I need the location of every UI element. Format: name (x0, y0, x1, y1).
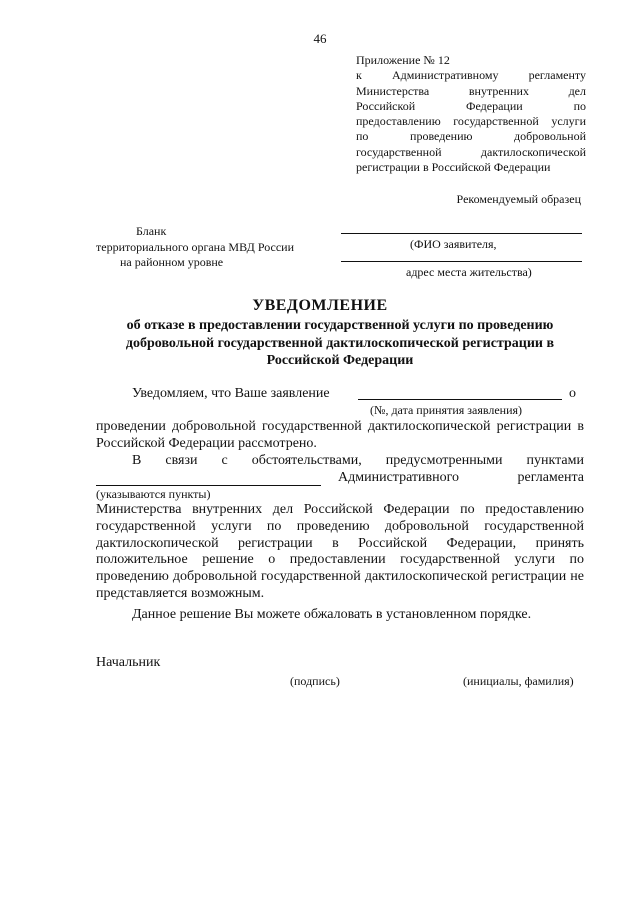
appendix-line: Российской Федерации по (356, 98, 586, 113)
name-caption: (инициалы, фамилия) (463, 674, 574, 688)
document-title: УВЕДОМЛЕНИЕ (252, 297, 388, 314)
paragraph-3: Данное решение Вы можете обжаловать в установленном порядке. (132, 607, 532, 622)
appendix-line: предоставлению государственной услуги (356, 114, 586, 129)
appendix-title: Приложение № 12 (356, 53, 450, 67)
paragraph-1-trailing: о (569, 386, 576, 401)
signatory-position: Начальник (96, 655, 161, 670)
blank-line: на районном уровне (120, 255, 224, 270)
points-fill-line (96, 485, 321, 486)
points-caption: (указываются пункты) (96, 487, 211, 501)
paragraph-2-regulation: Административного регламента (338, 470, 584, 485)
application-fill-line (358, 399, 562, 400)
paragraph-2-first-line: В связи с обстоятельствами, предусмотренными пунктами (132, 453, 584, 468)
appendix-line: регистрации в Российской Федерации (356, 160, 551, 175)
blank-line: Бланк (136, 224, 167, 238)
signature-caption: (подпись) (290, 674, 340, 688)
document-subtitle: об отказе в предоставлении государственной услуги по проведению добровольной государственной дактилоскопической регистрации в Российской Федерации (125, 318, 555, 368)
applicant-fio-line (341, 233, 582, 234)
applicant-address-line (341, 261, 582, 262)
blank-line: территориального органа МВД России (96, 239, 295, 254)
page-number: 46 (313, 31, 327, 46)
applicant-fio-caption: (ФИО заявителя, (410, 237, 497, 251)
appendix-line: государственной дактилоскопической (356, 144, 586, 159)
applicant-address-caption: адрес места жительства) (406, 265, 532, 279)
appendix-line: к Административному регламенту (356, 68, 586, 83)
sample-label: Рекомендуемый образец (456, 192, 581, 206)
blank-header (96, 224, 320, 271)
paragraph-2-text: Министерства внутренних дел Российской Федерации по предоставлению государственной услуги по проведению добровольной государственной дактилоскопической регистрации в Российской Федерации, принять положительное решение о предоставлении государственной услуги по проведению добровольной государственной дактилоскопической регистрации не представляется возможным. (96, 502, 584, 601)
paragraph-1-text: проведении добровольной государственной дактилоскопической регистрации в Российской Федерации рассмотрено. (96, 419, 584, 451)
appendix-line: Министерства внутренних дел (356, 83, 586, 98)
appendix-line: по проведению добровольной (356, 129, 586, 144)
appendix-header (356, 53, 586, 175)
paragraph-1-first-line (96, 386, 584, 403)
application-caption: (№, дата принятия заявления) (370, 403, 523, 417)
paragraph-1-intro: Уведомляем, что Ваше заявление (132, 386, 330, 401)
